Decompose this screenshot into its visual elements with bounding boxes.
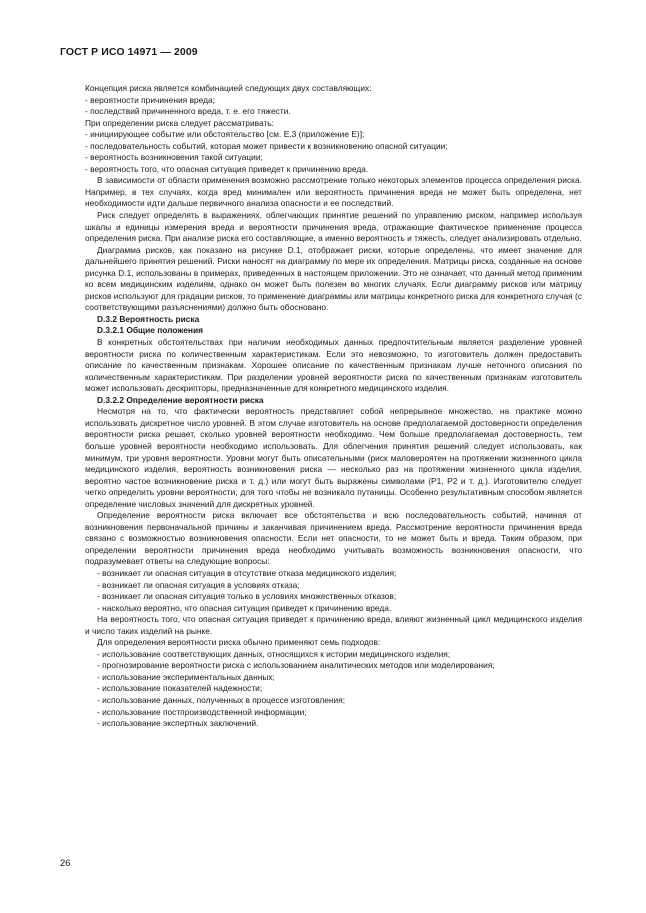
paragraph: - вероятности причинения вреда; bbox=[85, 94, 215, 105]
paragraph: В зависимости от области применения возможно рассмотрение только некоторых элементов процесса определения риска. Например, в тех случаях, когда вред минимален или вероятность причинения вреда не может быть определена, нет необходимости идти дальше первичного анализа опасности и ее последствий. bbox=[85, 175, 582, 209]
paragraph: - использование экспериментальных данных; bbox=[97, 671, 275, 682]
paragraph: Концепция риска является комбинацией следующих двух составляющих: bbox=[85, 83, 372, 93]
paragraph: - прогнозирование вероятности риска с использованием аналитических методов или моделирования; bbox=[97, 660, 495, 671]
paragraph: Определение вероятности риска включает все обстоятельства и всю последовательность событий, начиная от возникновения первоначальной причины и заканчивая причинением вреда. Рассмотрение вероятности причинения вреда связано с возможностью возникновения опасности. Если нет опасности, то не может быть и вреда. Таким образом, при определении вероятности причинения вреда необходимо учитывать возможность возникновения опасности, что подразумевает ответы на следующие вопросы: bbox=[85, 510, 582, 567]
paragraph: На вероятность того, что опасная ситуация приведет к причинению вреда, влияют жизненный цикл медицинского изделия и число таких изделий на рынке. bbox=[85, 614, 582, 636]
paragraph: - последовательность событий, которая может привести к возникновению опасной ситуации; bbox=[85, 140, 448, 151]
paragraph: В конкретных обстоятельствах при наличии необходимых данных предпочтительным является разделение уровней вероятности риска по количественным характеристикам. Если это невозможно, то изготовитель должен предоставить описание по качественным признакам. Хорошее описание по качественным признакам лучше неточного описания по количественным характеристикам. При разделении уровней вероятности риска по качественным признакам изготовитель может использовать дескрипторы, предназначенные для конкретного медицинского изделия. bbox=[85, 337, 582, 394]
paragraph: - возникает ли опасная ситуация только в условиях множественных отказов; bbox=[97, 591, 397, 602]
section-heading: D.3.2 Вероятность риска bbox=[97, 313, 200, 324]
paragraph: - возникает ли опасная ситуация в отсутствие отказа медицинского изделия; bbox=[97, 567, 397, 578]
paragraph: - использование показателей надежности; bbox=[97, 683, 263, 694]
document-body bbox=[85, 83, 582, 730]
paragraph: - использование экспертных заключений. bbox=[97, 718, 259, 729]
paragraph: Диаграмма рисков, как показано на рисунке D.1, отображает риски, которые определены, что имеет значение для дальнейшего принятия решений. Риски наносят на диаграмму по мере их определения. Матрицы риска, созданные на основе рисунка D.1, использованы в примерах, приведенных в настоящем приложении. Это не означает, что данный метод применим ко всем медицинским изделиям, однако он может быть полезен во многих случаях. Если диаграмму рисков или матрицу рисков используют для градации рисков, то применение диаграммы или матрицы конкретного риска для конкретного случая (с соответствующими разъяснениями) должно быть обосновано. bbox=[85, 244, 582, 313]
paragraph: - использование постпроизводственной информации; bbox=[97, 706, 307, 717]
paragraph: При определении риска следует рассматривать: bbox=[85, 117, 274, 128]
paragraph: - вероятность того, что опасная ситуация приведет к причинению вреда. bbox=[85, 163, 369, 174]
paragraph: - насколько вероятно, что опасная ситуация приведет к причинению вреда. bbox=[97, 602, 392, 613]
paragraph: Для определения вероятности риска обычно применяют семь подходов: bbox=[97, 637, 381, 648]
paragraph: - использование данных, полученных в процессе изготовления; bbox=[97, 694, 346, 705]
section-heading: D.3.2.1 Общие положения bbox=[97, 325, 203, 336]
paragraph: Риск следует определять в выражениях, облегчающих принятие решений по управлению риском, например используя шкалы и единицы измерения вреда и вероятности причинения вреда, отражающие фактическое применение процесса определения риска. При анализе риска его составляющие, а именно вероятность и тяжесть, следует анализировать отдельно. bbox=[85, 210, 582, 244]
section-heading: D.3.2.2 Определение вероятности риска bbox=[97, 394, 264, 405]
paragraph: - использование соответствующих данных, относящихся к истории медицинского изделия; bbox=[97, 648, 451, 659]
paragraph: - последствий причиненного вреда, т. е. его тяжести. bbox=[85, 106, 291, 117]
paragraph: Несмотря на то, что фактически вероятность представляет собой непрерывное множество, на практике можно использовать дискретное число уровней. В этом случае изготовитель на основе предполагаемой достоверности определения вероятности риска решает, сколько уровней вероятности необходимо. Чем больше предполагаемая достоверность, тем больше уровней вероятности необходимо использовать. Для облегчения принятия решений следует использовать, как минимум, три уровня вероятности. Уровни могут быть описательными (риск маловероятен на протяжении жизненного цикла медицинского изделия, вероятность возникновения риска — несколько раз на протяжении жизненного цикла изделия, вероятно частое возникновение риска и т. д.) или могут быть выражены символами (Р1, Р2 и т. д.). Изготовителю следует четко определить уровни вероятности, для того чтобы не возникало путаницы. Особенно результативным способом является определение числовых значений для дискретных уровней. bbox=[85, 406, 582, 509]
page-number: 26 bbox=[60, 858, 71, 869]
paragraph: - инициирующее событие или обстоятельство [см. Е.3 (приложение Е)]; bbox=[85, 129, 365, 140]
paragraph: - возникает ли опасная ситуация в условиях отказа; bbox=[97, 579, 300, 590]
paragraph: - вероятность возникновения такой ситуации; bbox=[85, 152, 263, 163]
page-header: ГОСТ Р ИСО 14971 — 2009 bbox=[60, 46, 198, 58]
